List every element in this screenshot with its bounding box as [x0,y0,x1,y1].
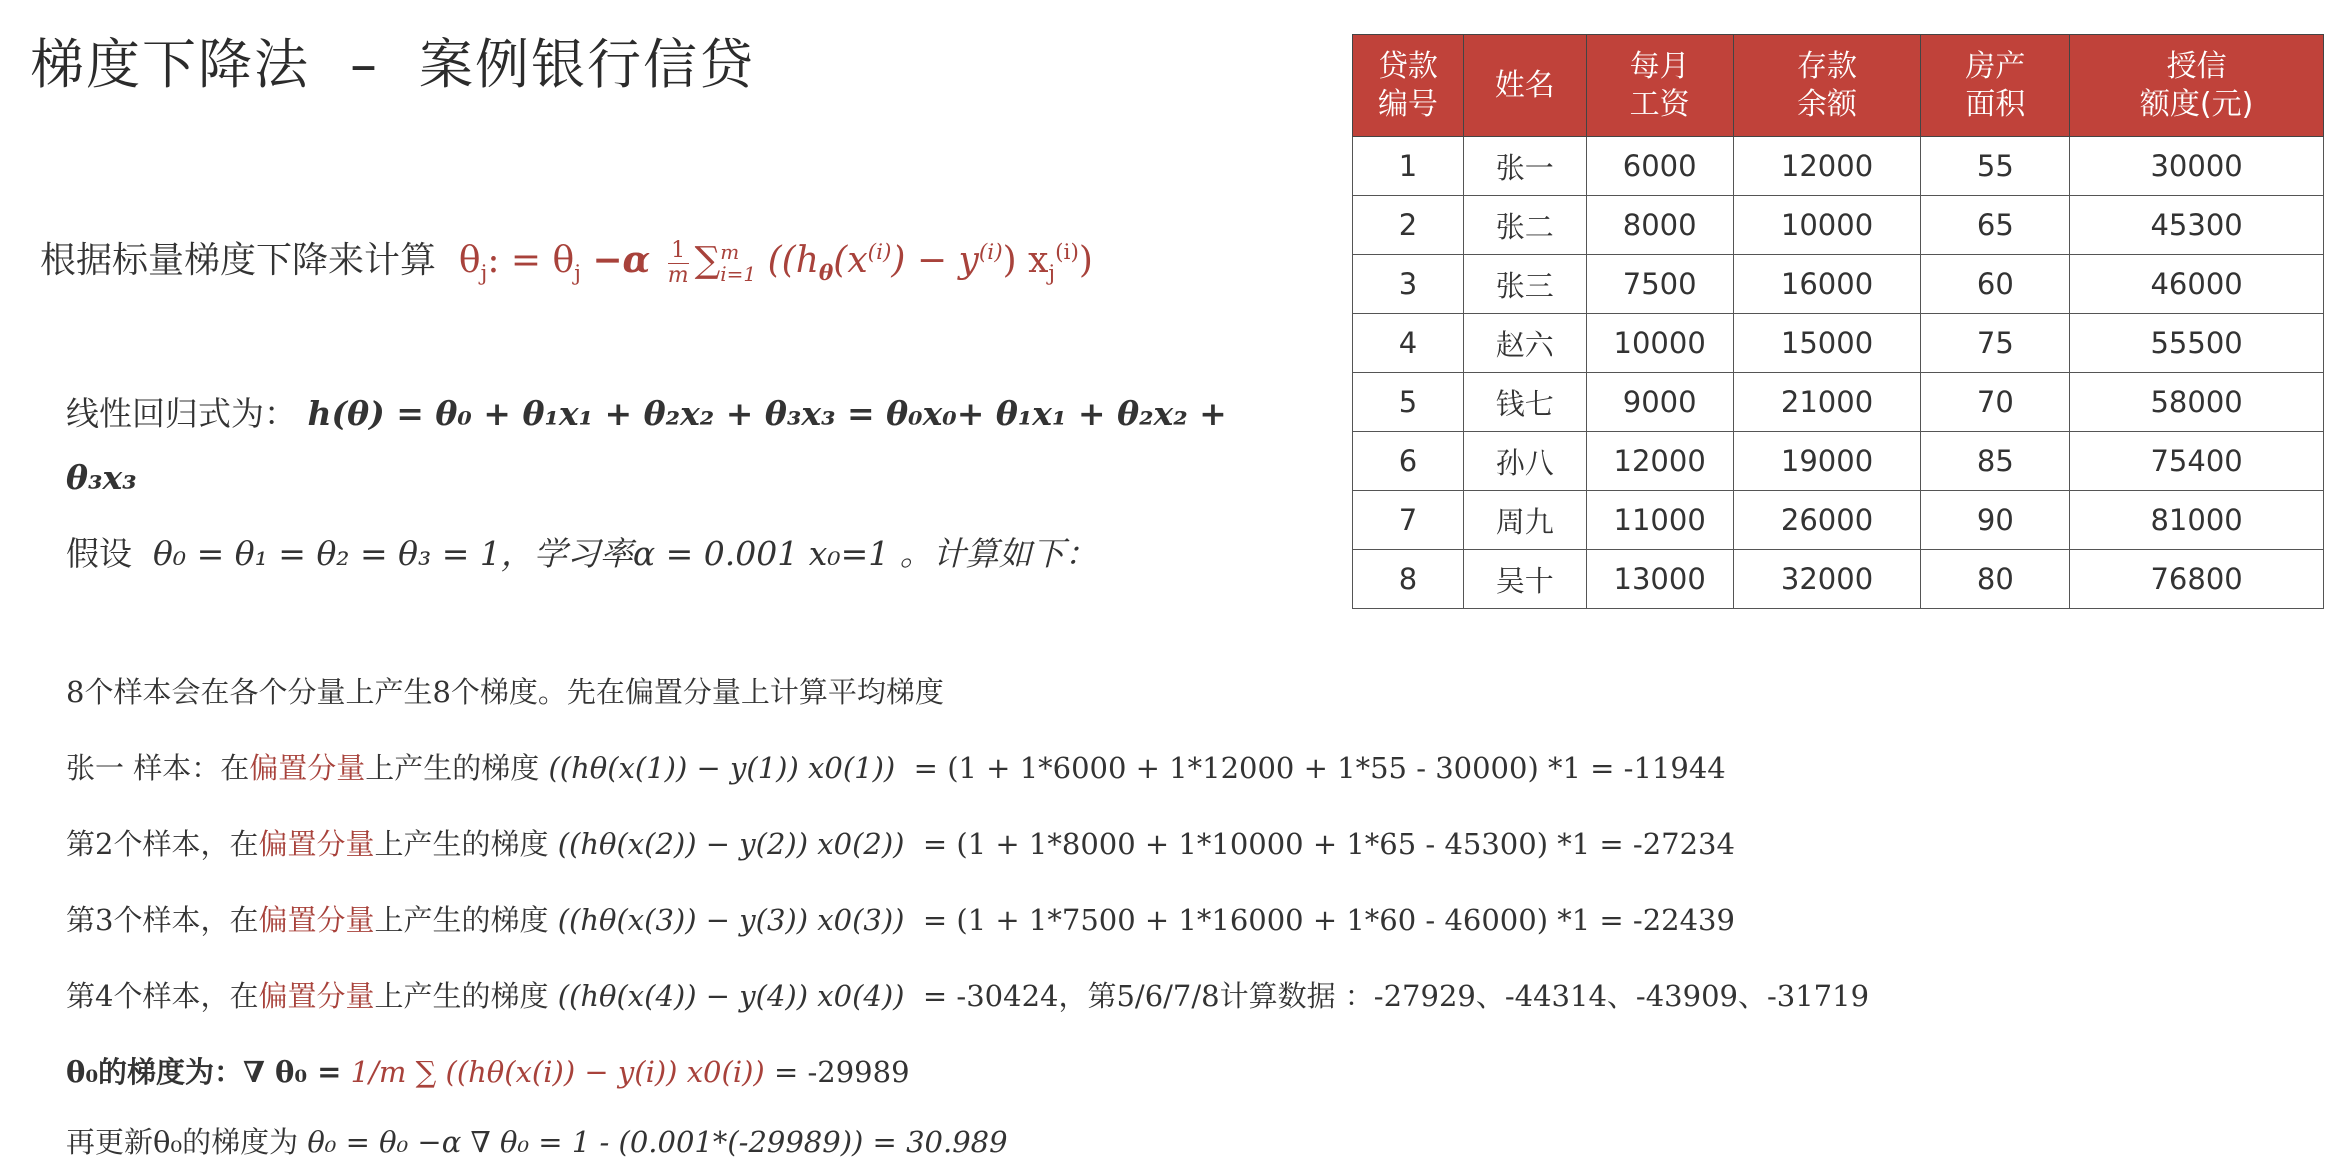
title-dash: – [350,33,379,96]
table-cell: 55 [1921,137,2070,196]
table-cell: 张三 [1463,255,1586,314]
formula-expression: $\theta_j$: = $\theta_j -\alpha$ $\frac{1}{m}$ ∑ m i=1 ($(h_\theta(x^{(i)}) - y^{(i)})$ $x_j^{(i)}$) [458,237,1093,288]
title-main: 梯度下降法 [30,33,310,96]
table-row [1353,255,2324,314]
table-header-cell: 姓名 [1463,35,1586,137]
table-row [1353,491,2324,550]
table-cell: 张一 [1463,137,1586,196]
table-header-cell: 授信 额度(元) [2070,35,2324,137]
table-cell: 60 [1921,255,2070,314]
table-header-cell: 每月 工资 [1586,35,1733,137]
update-lead: 再更新θ₀的梯度为 [66,1125,299,1159]
table-cell: 15000 [1733,314,1921,373]
table-header-cell: 贷款 编号 [1353,35,1464,137]
loan-table [1352,34,2324,609]
table-cell: 13000 [1586,550,1733,609]
table-cell: 75 [1921,314,2070,373]
table-cell: 周九 [1463,491,1586,550]
table-cell: 21000 [1733,373,1921,432]
table-cell: 26000 [1733,491,1921,550]
regression-lead: 线性回归式为： [66,394,297,433]
table-cell: 70 [1921,373,2070,432]
table-cell: 4 [1353,314,1464,373]
table-row [1353,137,2324,196]
table-cell: 3 [1353,255,1464,314]
page-title [30,22,755,99]
regression-line [66,388,1227,435]
assumption-expression: θ₀ = θ₁ = θ₂ = θ₃ = 1，学习率α = 0.001 x₀=1 。计算如下： [152,534,1098,573]
table-row [1353,432,2324,491]
table-cell: 16000 [1733,255,1921,314]
gradient-lead: θ₀的梯度为：∇ θ₀ = [66,1055,342,1089]
table-cell: 6000 [1586,137,1733,196]
table-row [1353,314,2324,373]
table-cell: 9000 [1586,373,1733,432]
table-cell: 32000 [1733,550,1921,609]
table-row [1353,550,2324,609]
table-cell: 12000 [1586,432,1733,491]
table-cell: 10000 [1733,196,1921,255]
table-cell: 5 [1353,373,1464,432]
table-cell: 钱七 [1463,373,1586,432]
table-cell: 46000 [2070,255,2324,314]
table-cell: 张二 [1463,196,1586,255]
table-cell: 30000 [2070,137,2324,196]
regression-wrap: θ₃x₃ [66,458,137,497]
table-cell: 90 [1921,491,2070,550]
table-cell: 8 [1353,550,1464,609]
sample-line-4: 第4个样本，在偏置分量上产生的梯度 ((hθ(x(4)) − y(4)) x0(4)) = -30424，第5/6/7/8计算数据 ：-27929、-44314、-43909、-31719 [66,979,1870,1013]
table-row [1353,373,2324,432]
table-cell: 赵六 [1463,314,1586,373]
assumption-lead: 假设 [66,534,132,573]
title-sub: 案例银行信贷 [419,33,755,96]
table-cell: 8000 [1586,196,1733,255]
sample-line-1: 张一 样本：在偏置分量上产生的梯度 ((hθ(x(1)) − y(1)) x0(1)) = (1 + 1*6000 + 1*12000 + 1*55 - 30000) *1 = -11944 [66,751,1726,785]
update-line [66,1120,1008,1161]
table-header-cell: 存款 余额 [1733,35,1921,137]
table-cell: 80 [1921,550,2070,609]
formula-lead: 根据标量梯度下降来计算 [40,240,437,281]
table-cell: 10000 [1586,314,1733,373]
table-cell: 85 [1921,432,2070,491]
table-cell: 55500 [2070,314,2324,373]
table-cell: 吴十 [1463,550,1586,609]
sample-line-3: 第3个样本，在偏置分量上产生的梯度 ((hθ(x(3)) − y(3)) x0(3)) = (1 + 1*7500 + 1*16000 + 1*60 - 46000) *1 = -22439 [66,903,1735,937]
table-header-row [1353,35,2324,137]
table-cell: 76800 [2070,550,2324,609]
table-cell: 11000 [1586,491,1733,550]
regression-expression: h(θ) = θ₀ + θ₁x₁ + θ₂x₂ + θ₃x₃ = θ₀x₀+ θ₁x₁ + θ₂x₂ + [307,394,1227,433]
table-header-cell: 房产 面积 [1921,35,2070,137]
gradient-result: = -29989 [773,1055,910,1089]
scalar-update-formula [40,232,1093,288]
table-cell: 65 [1921,196,2070,255]
table-cell: 7 [1353,491,1464,550]
table-cell: 45300 [2070,196,2324,255]
table-cell: 58000 [2070,373,2324,432]
table-row [1353,196,2324,255]
table-cell: 75400 [2070,432,2324,491]
table-cell: 19000 [1733,432,1921,491]
table-cell: 81000 [2070,491,2324,550]
assumption-line [66,528,1098,575]
table-cell: 7500 [1586,255,1733,314]
intro-text: 8个样本会在各个分量上产生8个梯度。先在偏置分量上计算平均梯度 [66,675,944,709]
table-cell: 6 [1353,432,1464,491]
table-cell: 2 [1353,196,1464,255]
sample-line-2: 第2个样本，在偏置分量上产生的梯度 ((hθ(x(2)) − y(2)) x0(2)) = (1 + 1*8000 + 1*10000 + 1*65 - 45300) *1 = -27234 [66,827,1735,861]
table-cell: 12000 [1733,137,1921,196]
gradient-expression: 1/m ∑ ((hθ(x(i)) − y(i)) x0(i)) [350,1055,765,1089]
update-expression: θ₀ = θ₀ −α ∇ θ₀ = 1 - (0.001*(-29989)) = 30.989 [307,1125,1008,1159]
gradient-line [66,1050,910,1091]
table-cell: 孙八 [1463,432,1586,491]
table-body [1353,137,2324,609]
table-cell: 1 [1353,137,1464,196]
